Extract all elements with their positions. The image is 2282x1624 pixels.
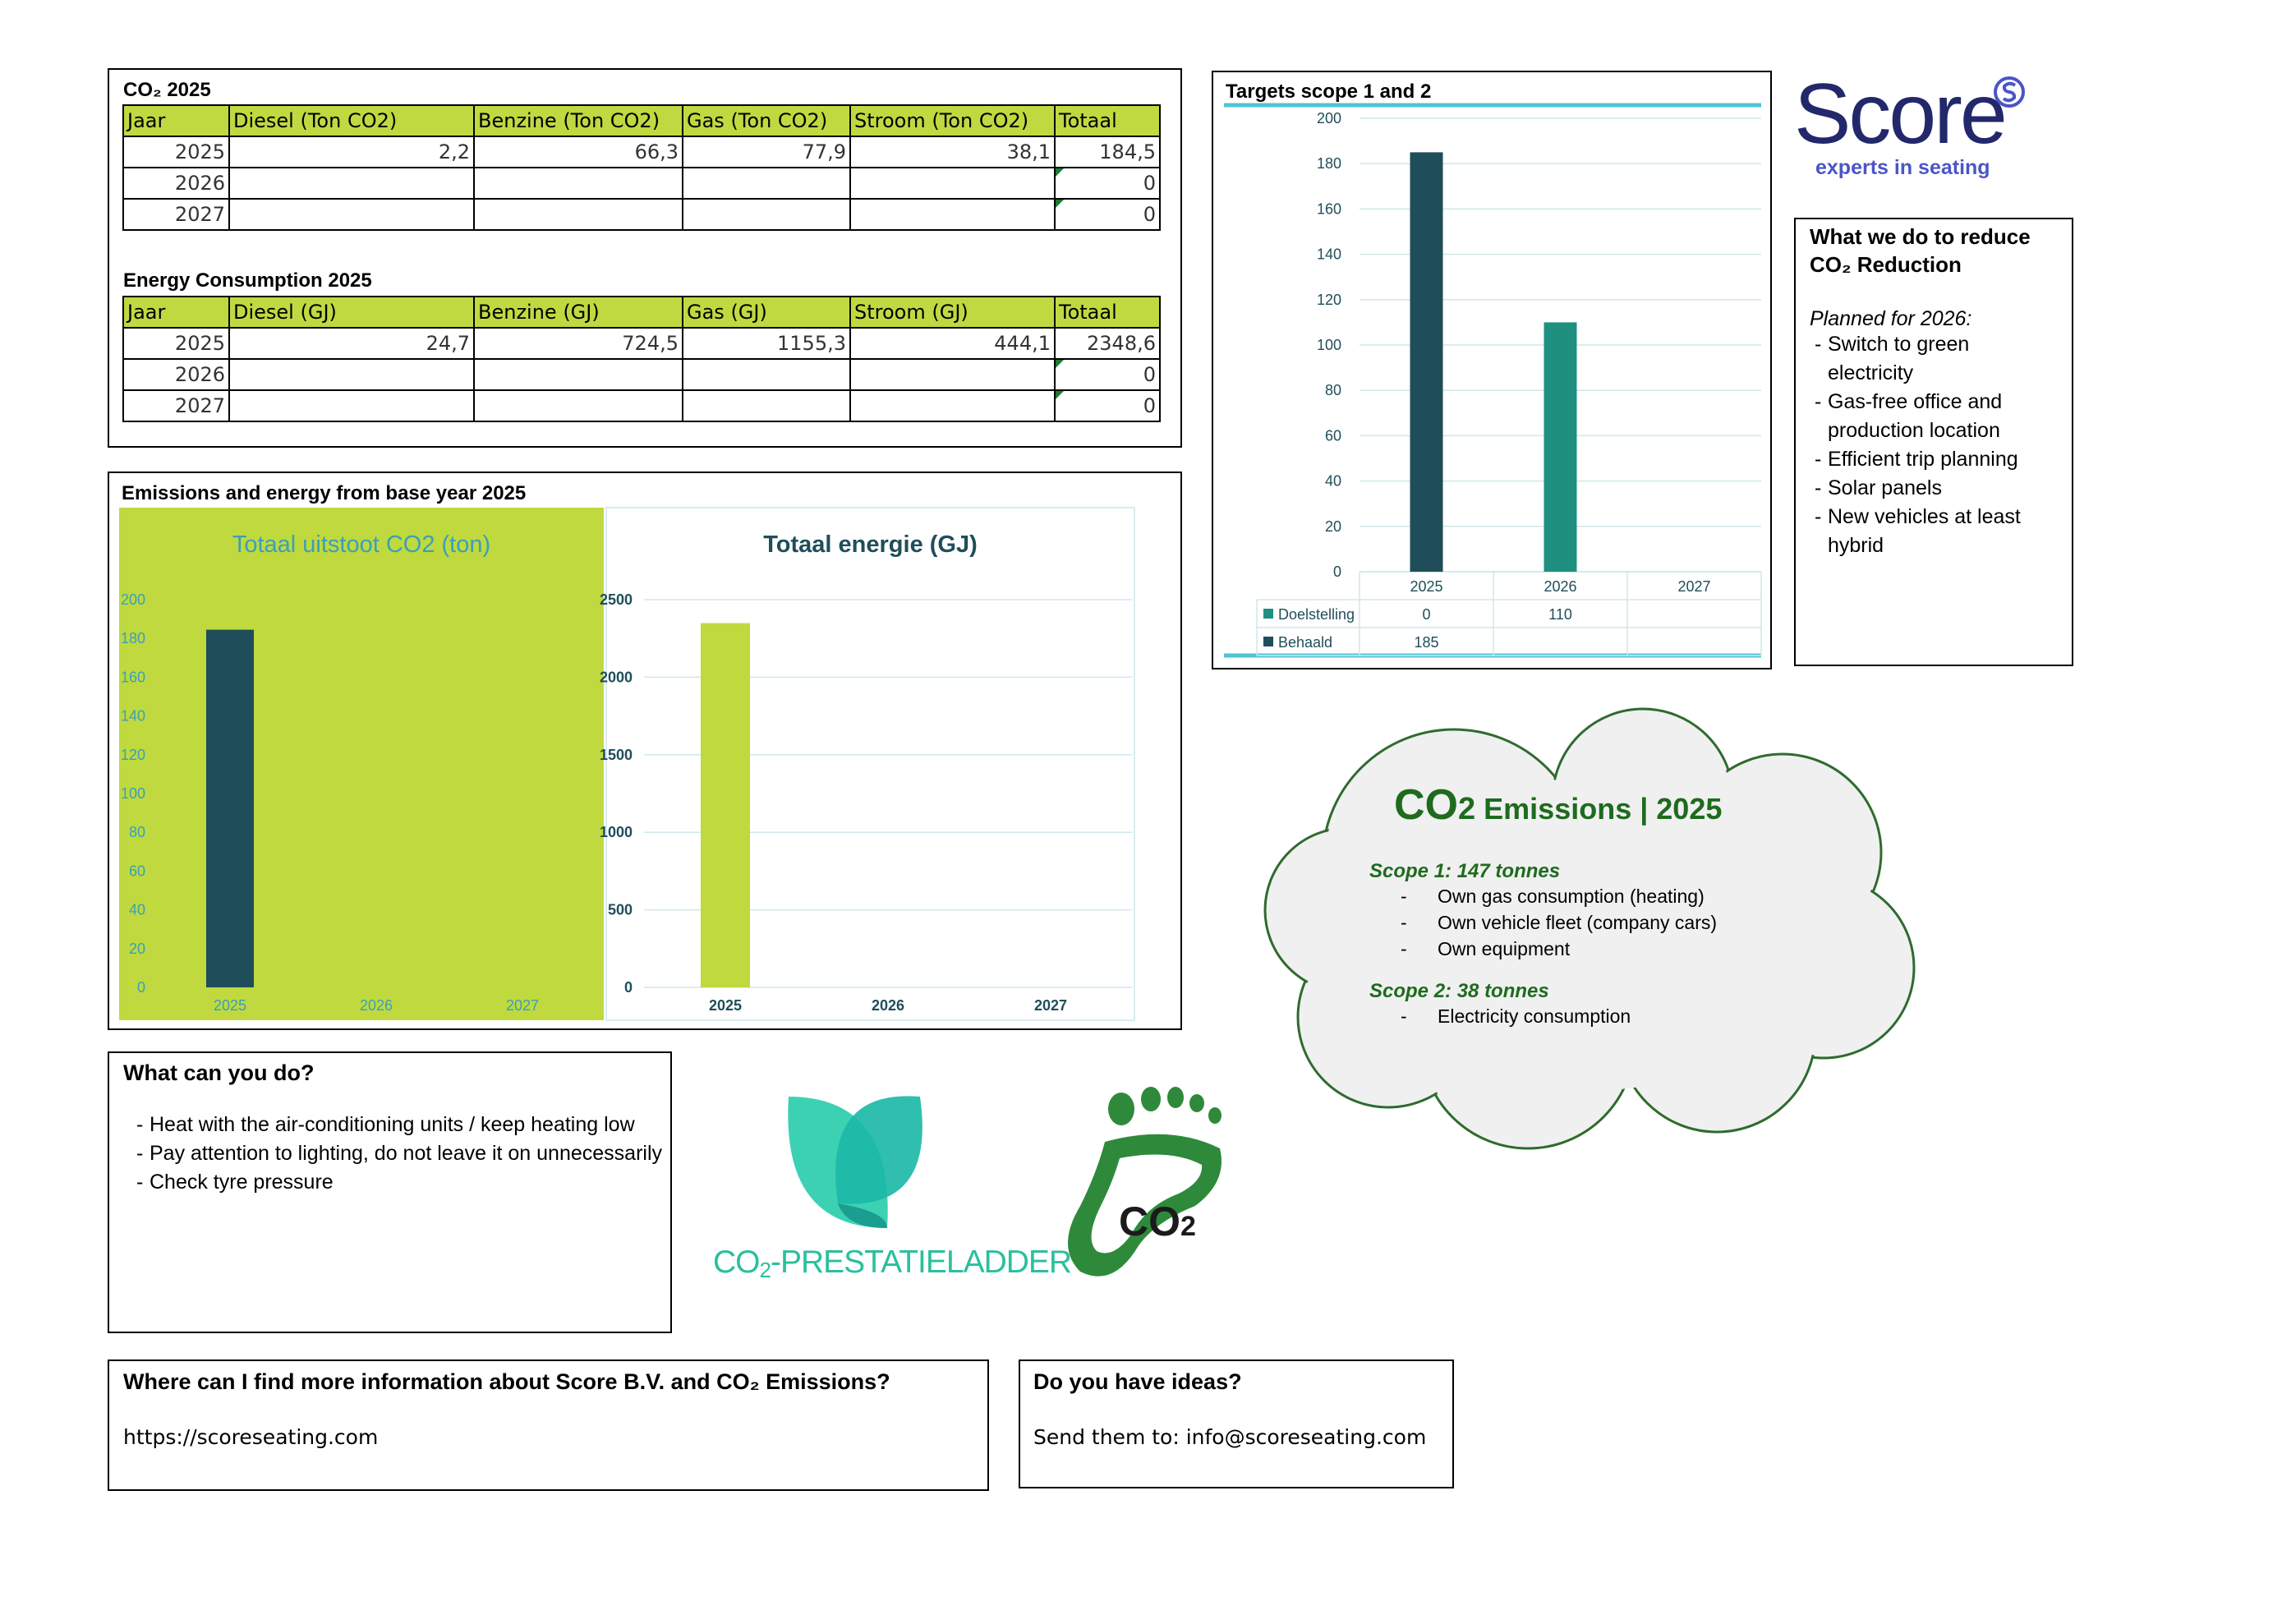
y-tick-label: 200 <box>1316 110 1341 127</box>
y-tick-label: 1500 <box>599 746 633 763</box>
y-tick-label: 180 <box>120 630 145 647</box>
table-header-cell: Jaar <box>123 105 229 136</box>
reduction-title-line1: What we do to reduce <box>1810 224 2031 249</box>
score-logo-word: Score <box>1794 67 2005 162</box>
targets-title: Targets scope 1 and 2 <box>1226 81 1432 103</box>
what-can-you-do-title: What can you do? <box>123 1060 315 1085</box>
list-item: - Switch to green electricity <box>1810 330 2056 388</box>
list-item: - Heat with the air-conditioning units / keep heating low <box>131 1111 665 1139</box>
table-header-cell: Totaal <box>1055 105 1160 136</box>
x-tick-label: 2027 <box>1677 578 1711 595</box>
cloud-scope2-list <box>1401 1003 1631 1029</box>
cloud-list-text: Own equipment <box>1438 938 1571 959</box>
y-tick-label: 140 <box>120 707 145 725</box>
data-label: 110 <box>1548 606 1572 623</box>
dash-bullet: - <box>1401 912 1407 933</box>
more-info-url[interactable]: https://scoreseating.com <box>123 1425 379 1449</box>
table-row <box>123 390 1160 421</box>
list-item: - Check tyre pressure <box>131 1168 665 1197</box>
y-tick-label: 200 <box>120 591 145 608</box>
score-logo-tagline: experts in seating <box>1815 156 1990 179</box>
cloud-title-co: CO <box>1394 781 1458 829</box>
y-tick-label: 120 <box>120 746 145 763</box>
table-cell: 2025 <box>123 136 229 168</box>
list-item: - Pay attention to lighting, do not leave it on unnecessarily <box>131 1139 665 1168</box>
chart-background <box>606 508 1134 1020</box>
table-cell: 184,5 <box>1055 136 1160 168</box>
footprint-co: CO <box>1119 1198 1180 1244</box>
table-cell: 38,1 <box>850 136 1055 168</box>
table-header-cell: Totaal <box>1055 297 1160 328</box>
table-cell: 24,7 <box>229 328 474 359</box>
cloud-list-text: Electricity consumption <box>1438 1005 1631 1027</box>
chart-title: Totaal uitstoot CO2 (ton) <box>232 531 491 558</box>
x-tick-label: 2026 <box>359 997 393 1014</box>
list-item: - Gas-free office and production location <box>1810 388 2056 445</box>
footprint-sub: 2 <box>1180 1211 1196 1242</box>
energy-table-header <box>123 297 1160 328</box>
reduction-title <box>1810 223 2031 278</box>
table-header-cell: Benzine (Ton CO2) <box>474 105 683 136</box>
co2-table-title: CO₂ 2025 <box>123 79 211 101</box>
co2-total-chart <box>119 508 604 1020</box>
score-logo <box>1791 66 2037 189</box>
prestatieladder-leaves-icon <box>772 1088 969 1228</box>
co2-table <box>122 104 1161 231</box>
energy-table <box>122 296 1161 422</box>
y-tick-label: 60 <box>1324 427 1341 444</box>
table-header-cell: Gas (GJ) <box>683 297 850 328</box>
chart-background <box>119 508 604 1020</box>
y-tick-label: 60 <box>128 863 145 880</box>
energy-total-chart <box>599 508 1134 1020</box>
x-tick-label: 2026 <box>1544 578 1577 595</box>
table-header-cell: Gas (Ton CO2) <box>683 105 850 136</box>
y-tick-label: 40 <box>1324 472 1341 490</box>
y-tick-label: 100 <box>120 785 145 802</box>
table-header-cell: Diesel (GJ) <box>229 297 474 328</box>
y-tick-label: 40 <box>128 901 145 918</box>
table-cell <box>850 168 1055 199</box>
table-cell: 1155,3 <box>683 328 850 359</box>
cloud-list-item <box>1401 909 1717 936</box>
prestatieladder-sub: 2 <box>759 1258 771 1282</box>
table-header-cell: Stroom (Ton CO2) <box>850 105 1055 136</box>
ideas-title: Do you have ideas? <box>1033 1369 1242 1394</box>
cloud-title-sub: 2 <box>1458 792 1476 826</box>
table-header-cell: Diesel (Ton CO2) <box>229 105 474 136</box>
list-item: - Efficient trip planning <box>1810 445 2056 474</box>
legend-swatch <box>1263 609 1273 619</box>
table-row <box>123 199 1160 230</box>
y-tick-label: 2500 <box>599 591 633 608</box>
y-tick-label: 160 <box>120 669 145 686</box>
table-cell: 2348,6 <box>1055 328 1160 359</box>
legend-label: Doelstelling <box>1278 606 1355 623</box>
ideas-text: Send them to: info@scoreseating.com <box>1033 1425 1427 1449</box>
table-cell <box>850 199 1055 230</box>
dash-bullet: - <box>1401 938 1407 959</box>
y-tick-label: 2000 <box>599 669 633 686</box>
chart-title: Totaal energie (GJ) <box>763 531 978 558</box>
bar <box>701 623 750 987</box>
cloud-scope1-list <box>1401 883 1717 962</box>
table-cell <box>683 359 850 390</box>
y-tick-label: 20 <box>128 940 145 957</box>
table-cell <box>229 199 474 230</box>
cloud-list-item <box>1401 883 1717 909</box>
table-cell: 66,3 <box>474 136 683 168</box>
table-header-cell: Benzine (GJ) <box>474 297 683 328</box>
table-cell <box>474 168 683 199</box>
y-tick-label: 0 <box>623 979 633 996</box>
x-tick-label: 2027 <box>505 997 540 1014</box>
targets-chart <box>1224 104 1761 658</box>
table-cell: 2,2 <box>229 136 474 168</box>
y-tick-label: 20 <box>1324 518 1341 535</box>
list-item: - Solar panels <box>1810 474 2056 503</box>
reduction-planned: Planned for 2026: <box>1810 307 1972 330</box>
prestatieladder-co: CO <box>713 1244 760 1280</box>
prestatieladder-rest: -PRESTATIELADDER <box>770 1244 1072 1280</box>
bar <box>1544 322 1577 572</box>
table-cell <box>229 390 474 421</box>
table-cell <box>683 199 850 230</box>
co2-footprint-icon <box>1056 1083 1253 1288</box>
cloud-list-text: Own gas consumption (heating) <box>1438 886 1705 907</box>
table-cell <box>474 199 683 230</box>
y-tick-label: 500 <box>607 901 633 918</box>
base-year-title: Emissions and energy from base year 2025 <box>122 482 527 504</box>
footprint-label <box>1119 1198 1196 1245</box>
table-cell: 2025 <box>123 328 229 359</box>
table-row <box>123 136 1160 168</box>
what-can-you-do-list <box>131 1111 665 1197</box>
table-cell <box>474 359 683 390</box>
legend-swatch <box>1263 637 1273 646</box>
table-cell: 444,1 <box>850 328 1055 359</box>
x-tick-label: 2027 <box>1033 997 1068 1014</box>
table-cell: 0 <box>1055 390 1160 421</box>
table-cell: 2027 <box>123 199 229 230</box>
table-cell <box>683 168 850 199</box>
reduction-title-line2: CO₂ Reduction <box>1810 252 1962 277</box>
data-label: 0 <box>1422 606 1431 623</box>
dash-bullet: - <box>1401 886 1407 907</box>
energy-table-title: Energy Consumption 2025 <box>123 269 372 292</box>
table-cell: 0 <box>1055 199 1160 230</box>
table-row <box>123 168 1160 199</box>
dash-bullet: - <box>1401 1005 1407 1027</box>
cloud-title <box>1394 780 1722 830</box>
y-tick-label: 160 <box>1316 200 1341 218</box>
y-tick-label: 140 <box>1316 246 1341 263</box>
y-tick-label: 0 <box>1332 564 1341 580</box>
bar <box>1410 152 1443 572</box>
table-cell <box>229 168 474 199</box>
co2-table-header <box>123 105 1160 136</box>
table-cell <box>850 390 1055 421</box>
more-info-title: Where can I find more information about Score B.V. and CO₂ Emissions? <box>123 1369 890 1394</box>
cloud-list-item <box>1401 1003 1631 1029</box>
table-cell: 2027 <box>123 390 229 421</box>
legend-label: Behaald <box>1278 634 1333 651</box>
table-cell: 2026 <box>123 359 229 390</box>
table-cell: 77,9 <box>683 136 850 168</box>
y-tick-label: 120 <box>1316 291 1341 308</box>
bar <box>206 630 254 987</box>
table-cell <box>474 390 683 421</box>
table-cell: 0 <box>1055 359 1160 390</box>
y-tick-label: 0 <box>136 979 145 996</box>
table-header-cell: Stroom (GJ) <box>850 297 1055 328</box>
list-item: - New vehicles at least hybrid <box>1810 503 2056 560</box>
table-cell: 2026 <box>123 168 229 199</box>
reduction-list <box>1810 330 2056 560</box>
y-tick-label: 80 <box>1324 382 1341 399</box>
cloud-list-text: Own vehicle fleet (company cars) <box>1438 912 1718 933</box>
y-tick-label: 1000 <box>599 824 633 841</box>
cloud-scope1: Scope 1: 147 tonnes <box>1369 860 1561 882</box>
x-tick-label: 2025 <box>708 997 743 1014</box>
y-tick-label: 100 <box>1316 337 1341 353</box>
y-tick-label: 80 <box>128 824 145 841</box>
table-cell: 0 <box>1055 168 1160 199</box>
cloud-title-rest: Emissions | 2025 <box>1475 792 1723 826</box>
table-header-cell: Jaar <box>123 297 229 328</box>
x-tick-label: 2025 <box>213 997 247 1014</box>
cloud-list-item <box>1401 936 1717 962</box>
table-cell <box>850 359 1055 390</box>
x-tick-label: 2026 <box>871 997 905 1014</box>
table-row <box>123 328 1160 359</box>
table-cell <box>229 359 474 390</box>
x-tick-label: 2025 <box>1410 578 1443 595</box>
cloud-scope2: Scope 2: 38 tonnes <box>1369 980 1549 1002</box>
table-cell: 724,5 <box>474 328 683 359</box>
data-label: 185 <box>1414 634 1439 651</box>
score-logo-s-mark <box>1993 74 2026 112</box>
table-cell <box>683 390 850 421</box>
prestatieladder-text <box>713 1244 1071 1283</box>
y-tick-label: 180 <box>1316 155 1341 173</box>
table-row <box>123 359 1160 390</box>
